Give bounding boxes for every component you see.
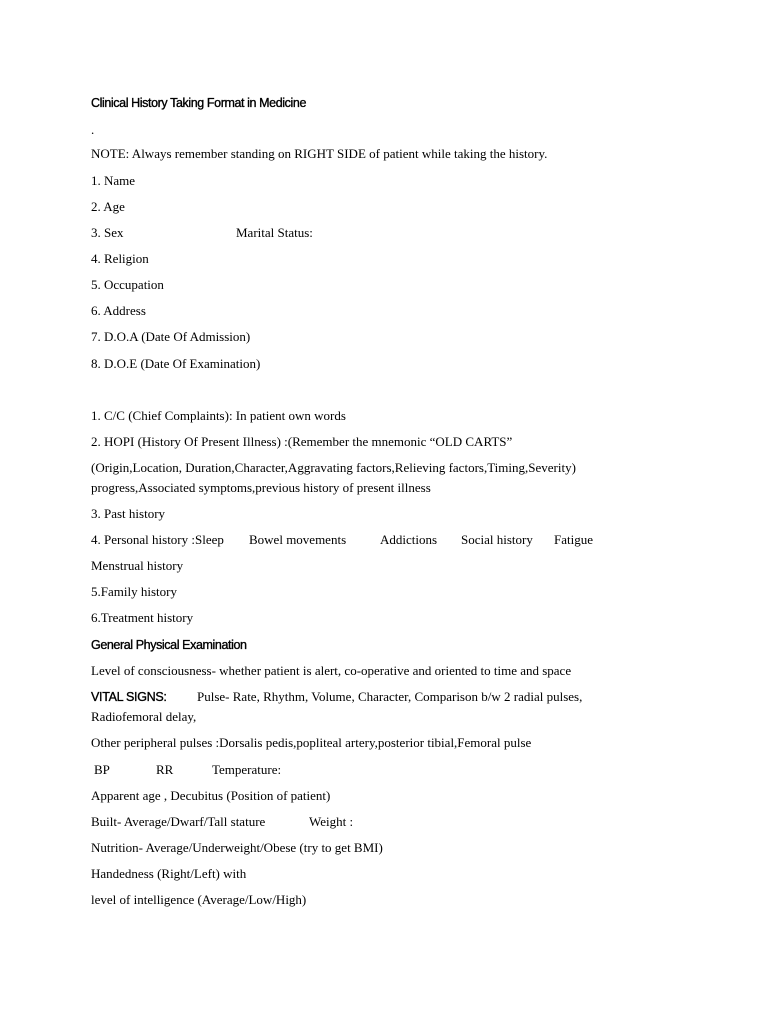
- gpe-nutrition: Nutrition- Average/Underweight/Obese (try to get BMI): [91, 840, 383, 855]
- gpe-consciousness: Level of consciousness- whether patient is alert, co-operative and oriented to time and space: [91, 663, 572, 678]
- vital-rr: RR: [156, 762, 174, 777]
- history-hopi: 2. HOPI (History Of Present Illness) :(Remember the mnemonic “OLD CARTS”: [91, 434, 513, 449]
- gpe-weight: Weight :: [309, 814, 354, 829]
- history-chief-complaints: 1. C/C (Chief Complaints): In patient own words: [91, 408, 346, 423]
- dot-separator: .: [91, 122, 95, 137]
- history-personal-social: Social history: [461, 532, 533, 547]
- item-sex: 3. Sex: [91, 225, 124, 240]
- gpe-built: Built- Average/Dwarf/Tall stature: [91, 814, 266, 829]
- history-past: 3. Past history: [91, 506, 166, 521]
- item-address: 6. Address: [91, 303, 146, 318]
- history-treatment: 6.Treatment history: [91, 610, 194, 625]
- item-age: 2. Age: [91, 199, 125, 214]
- gpe-apparent-age: Apparent age , Decubitus (Position of patient): [91, 788, 331, 803]
- item-occupation: 5. Occupation: [91, 277, 164, 292]
- gpe-handedness: Handedness (Right/Left) with: [91, 866, 247, 881]
- vital-radiofemoral: Radiofemoral delay,: [91, 709, 197, 724]
- history-personal-addictions: Addictions: [380, 532, 438, 547]
- vital-temperature: Temperature:: [212, 762, 282, 777]
- history-personal: 4. Personal history :Sleep: [91, 532, 224, 547]
- item-name: 1. Name: [91, 173, 136, 188]
- item-doa: 7. D.O.A (Date Of Admission): [91, 329, 251, 344]
- vital-bp: BP: [94, 762, 110, 777]
- history-menstrual: Menstrual history: [91, 558, 184, 573]
- history-hopi-detail-1: (Origin,Location, Duration,Character,Aggravating factors,Relieving factors,Timing,Severity): [91, 460, 576, 475]
- gpe-intelligence: level of intelligence (Average/Low/High): [91, 892, 307, 907]
- item-doe: 8. D.O.E (Date Of Examination): [91, 356, 261, 371]
- gpe-heading: General Physical Examination: [91, 638, 247, 652]
- history-personal-bowel: Bowel movements: [249, 532, 347, 547]
- vital-peripheral-pulses: Other peripheral pulses :Dorsalis pedis,popliteal artery,posterior tibial,Femoral pulse: [91, 735, 532, 750]
- vital-signs-label: VITAL SIGNS:: [91, 690, 167, 704]
- item-marital-status: Marital Status:: [236, 225, 313, 240]
- note-line: NOTE: Always remember standing on RIGHT SIDE of patient while taking the history.: [91, 146, 548, 161]
- history-family: 5.Family history: [91, 584, 177, 599]
- history-hopi-detail-2: progress,Associated symptoms,previous history of present illness: [91, 480, 431, 495]
- document-title: Clinical History Taking Format in Medicine: [91, 96, 306, 110]
- item-religion: 4. Religion: [91, 251, 149, 266]
- vital-pulse: Pulse- Rate, Rhythm, Volume, Character, Comparison b/w 2 radial pulses,: [197, 689, 583, 704]
- history-personal-fatigue: Fatigue: [554, 532, 593, 547]
